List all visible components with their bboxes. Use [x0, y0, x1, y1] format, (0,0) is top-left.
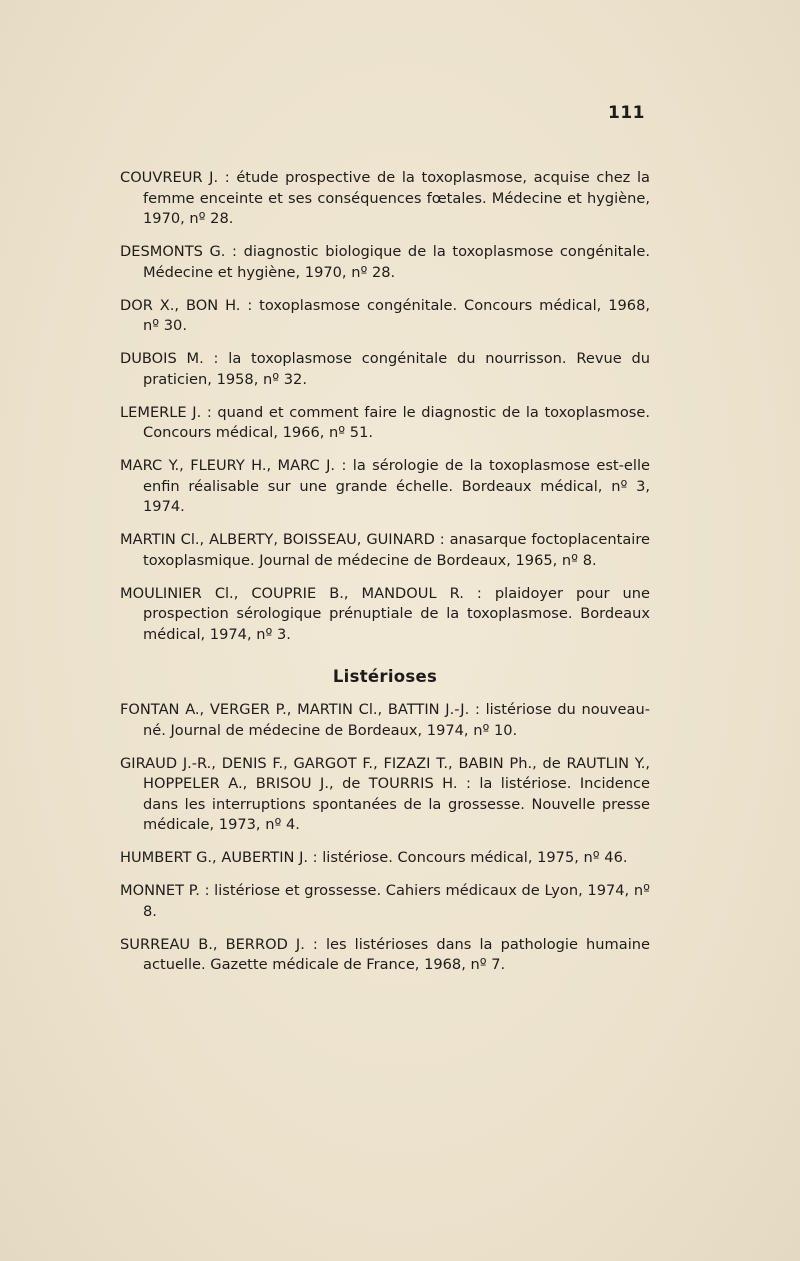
bibliography	[120, 168, 650, 988]
reference-entry: DOR X., BON H. : toxoplasmose congénitale. Concours médical, 1968, nº 30.	[120, 296, 650, 334]
reference-entry: MONNET P. : listériose et grossesse. Cahiers médicaux de Lyon, 1974, nº 8.	[120, 882, 650, 920]
reference-entry: SURREAU B., BERROD J. : les listérioses dans la pathologie humaine actuelle. Gazette médicale de France, 1968, nº 7.	[120, 935, 650, 973]
reference-entry: HUMBERT G., AUBERTIN J. : listériose. Concours médical, 1975, nº 46.	[120, 849, 628, 866]
reference-entry: DESMONTS G. : diagnostic biologique de la toxoplasmose congénitale. Médecine et hygiène, 1970, nº 28.	[120, 243, 650, 281]
reference-entry: MOULINIER Cl., COUPRIE B., MANDOUL R. : plaidoyer pour une prospection sérologique prénuptiale de la toxoplasmose. Bordeaux médical, 1974, nº 3.	[120, 584, 650, 643]
reference-entry: LEMERLE J. : quand et comment faire le diagnostic de la toxoplasmose. Concours médical, 1966, nº 51.	[120, 403, 650, 441]
reference-entry: DUBOIS M. : la toxoplasmose congénitale du nourrisson. Revue du praticien, 1958, nº 32.	[120, 350, 650, 388]
reference-entry: MARC Y., FLEURY H., MARC J. : la sérologie de la toxoplasmose est-elle enfin réalisable sur une grande échelle. Bordeaux médical, nº 3, 1974.	[120, 457, 650, 515]
reference-entry: MARTIN Cl., ALBERTY, BOISSEAU, GUINARD : anasarque foctoplacentaire toxoplasmique. Journal de médecine de Bordeaux, 1965, nº 8.	[120, 531, 650, 569]
reference-entry: FONTAN A., VERGER P., MARTIN Cl., BATTIN J.-J. : listériose du nouveau-né. Journal de médecine de Bordeaux, 1974, nº 10.	[120, 701, 650, 739]
reference-entry: COUVREUR J. : étude prospective de la toxoplasmose, acquise chez la femme enceinte et ses conséquences fœtales. Médecine et hygiène, 1970, nº 28.	[120, 169, 650, 227]
reference-entry: GIRAUD J.-R., DENIS F., GARGOT F., FIZAZI T., BABIN Ph., de RAUTLIN Y., HOPPELER A., BRISOU J., de TOURRIS H. : la listériose. Incidence dans les interruptions spontanées de la grossesse. Nouvelle presse médicale, 1973, nº 4.	[120, 754, 650, 833]
section-title: Listérioses	[332, 667, 438, 686]
page-number: 111	[608, 103, 645, 123]
